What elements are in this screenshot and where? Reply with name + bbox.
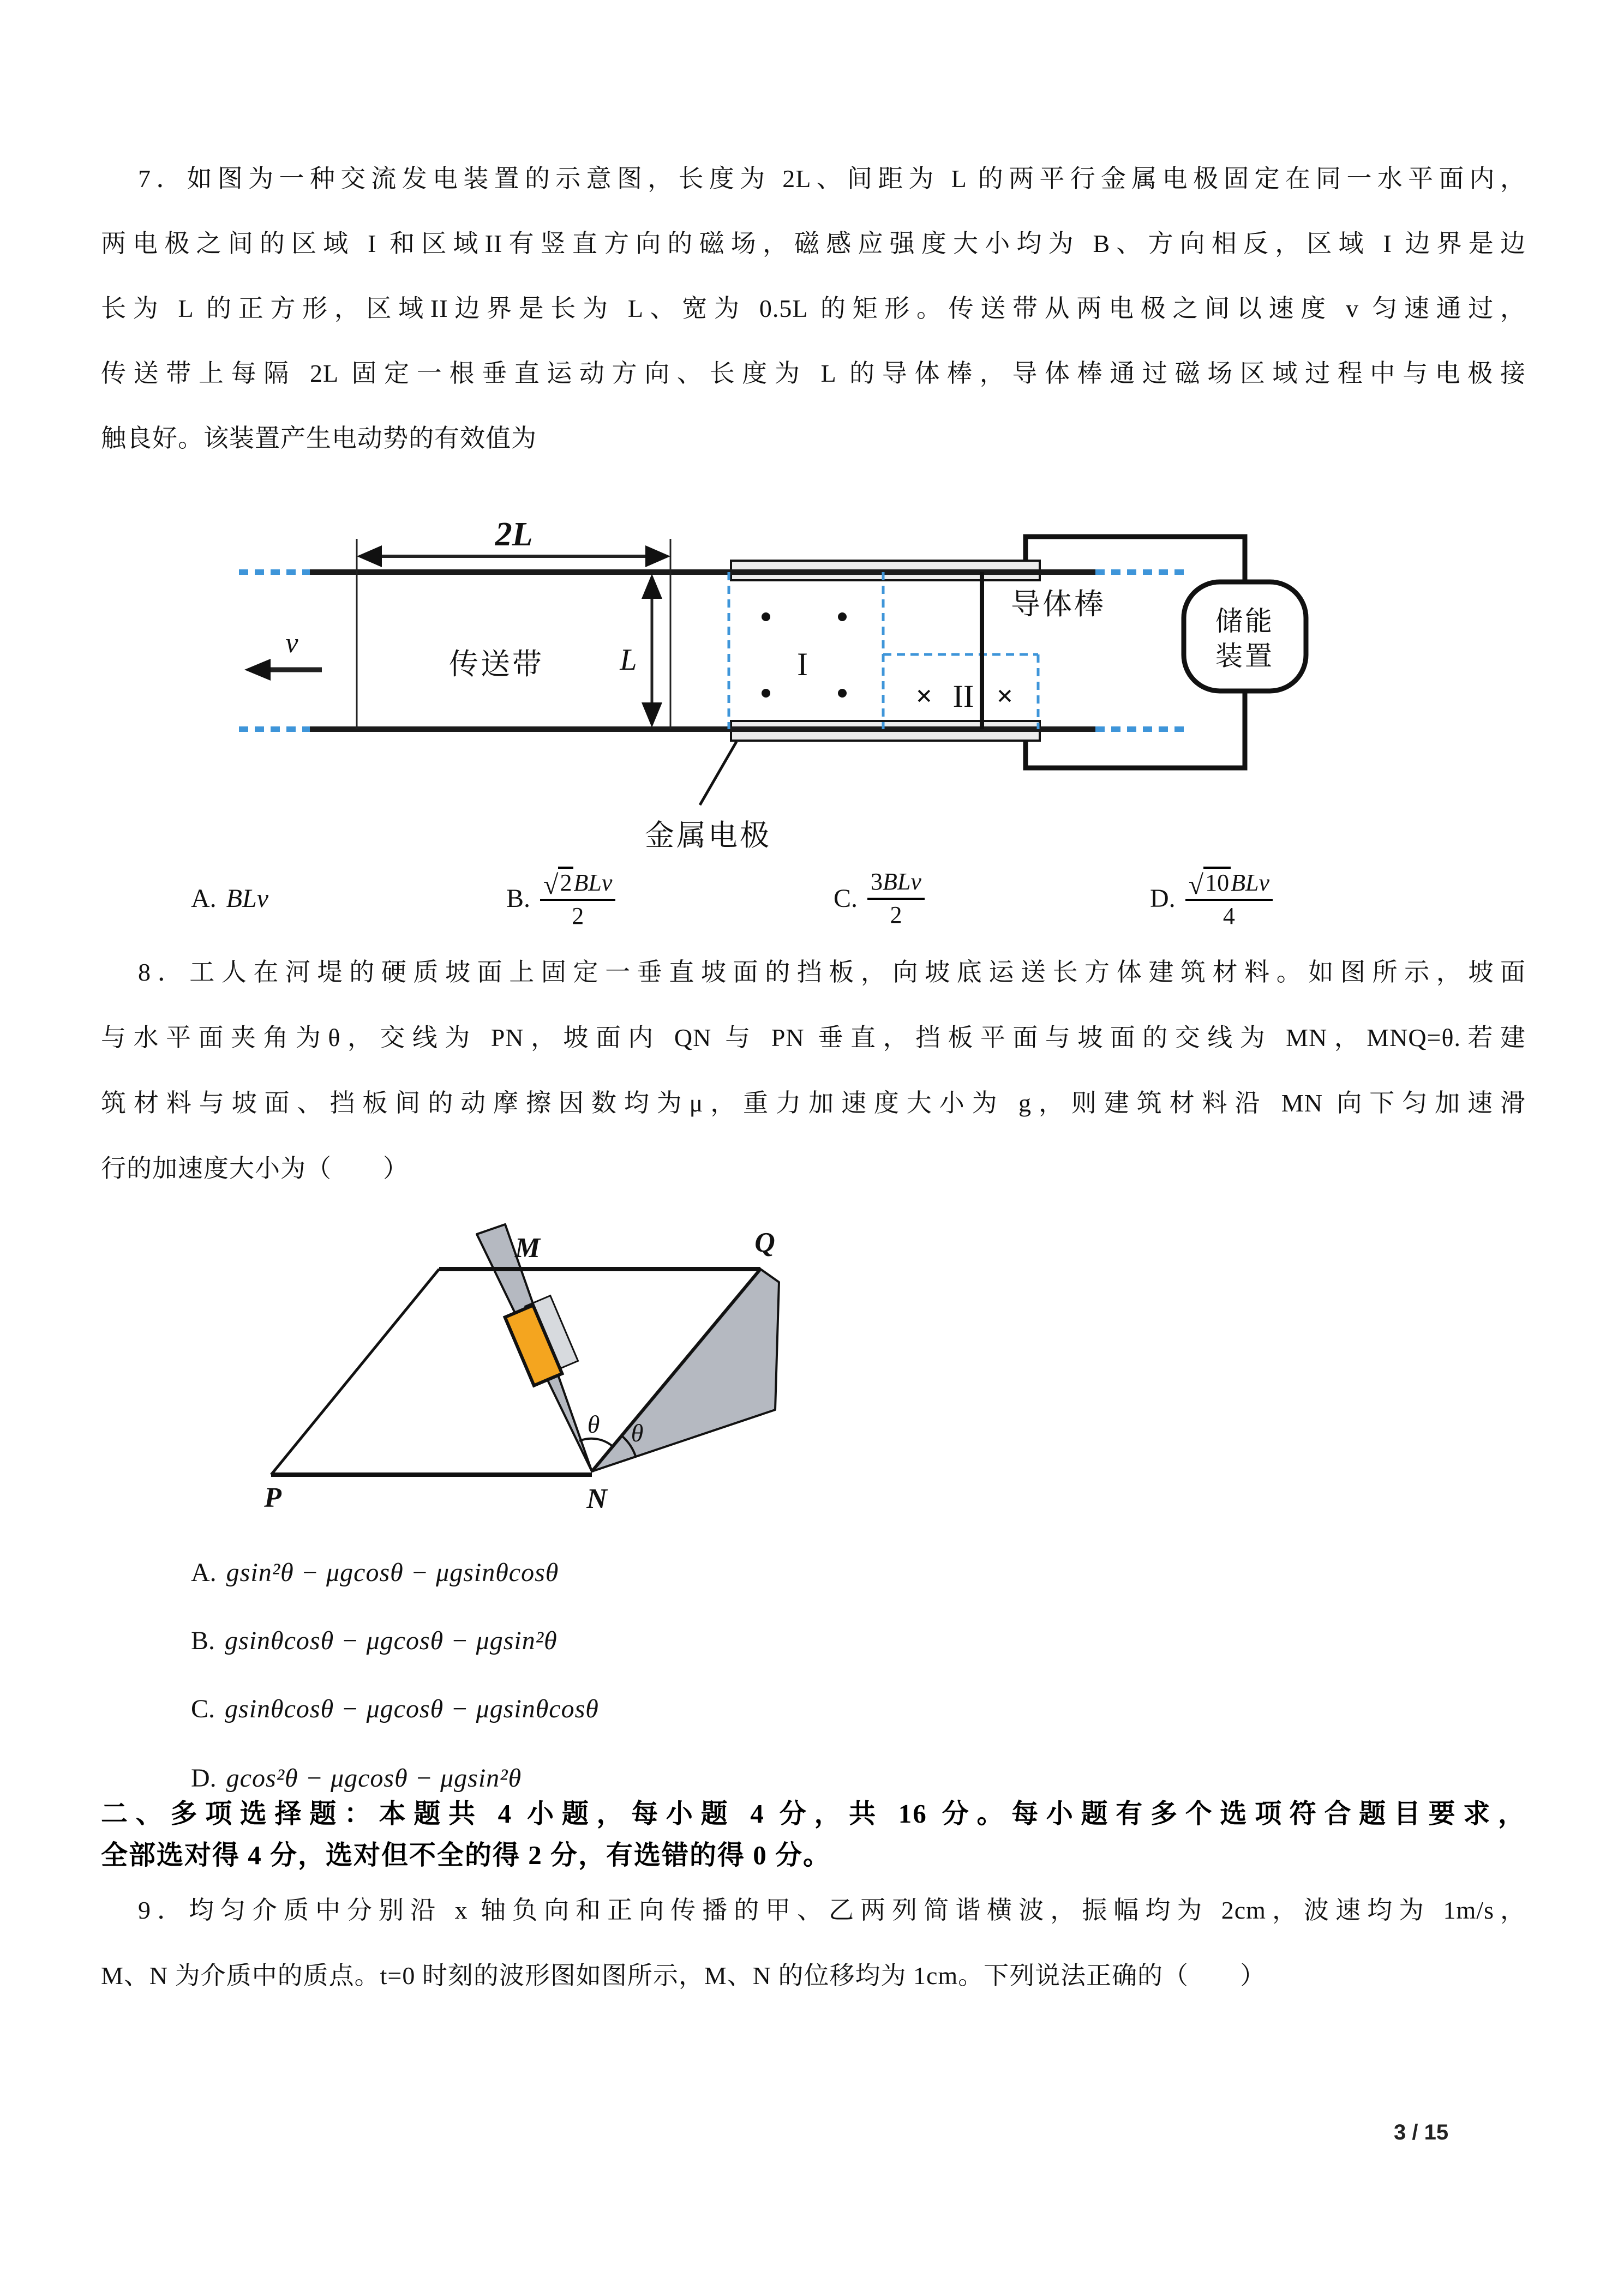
q7-generator-diagram bbox=[235, 506, 1326, 861]
sqrt-sign: √ bbox=[543, 869, 559, 900]
q7-option-d-label: D. bbox=[1150, 883, 1176, 913]
belt-edge-rails bbox=[310, 572, 1095, 729]
q7-option-a-value: BLv bbox=[226, 883, 268, 913]
storage-device-box bbox=[1184, 582, 1306, 691]
section-2-header-line-1: 二、多项选择题：本题共 4 小题，每小题 4 分，共 16 分。每小题有多个选项符合题目要求， bbox=[101, 1799, 1526, 1829]
label-Q: Q bbox=[754, 1227, 775, 1258]
label-N: N bbox=[586, 1483, 607, 1514]
denominator: 2 bbox=[867, 898, 925, 929]
metal-electrode-bars bbox=[731, 561, 1040, 741]
q8-option-c bbox=[191, 1690, 599, 1728]
question-7-line-2: 两电极之间的区域 I 和区域II有竖直方向的磁场，磁感应强度大小均为 B、方向相反，区域 I 边界是边 bbox=[101, 230, 1526, 257]
q8-option-d-formula: gcos²θ − μgcosθ − μgsin²θ bbox=[226, 1763, 522, 1793]
storage-device-label-2: 装置 bbox=[1215, 641, 1274, 671]
question-9-line-1: 9．均匀介质中分别沿 x 轴负向和正向传播的甲、乙两列简谐横波，振幅均为 2cm，波速均为 1m/s， bbox=[138, 1896, 1526, 1924]
label-theta-1: θ bbox=[587, 1410, 600, 1438]
q8-option-d-label: D. bbox=[191, 1763, 217, 1793]
vars: BLv bbox=[573, 869, 613, 896]
label-P: P bbox=[264, 1482, 281, 1513]
question-7-line-3: 长为 L 的正方形，区域II边界是长为 L、宽为 0.5L 的矩形。传送带从两电极之间以速度 v 匀速通过， bbox=[101, 294, 1526, 322]
q7-option-b-label: B. bbox=[506, 883, 531, 913]
velocity-arrow bbox=[244, 659, 322, 681]
question-7-line-4: 传送带上每隔 2L 固定一根垂直运动方向、长度为 L 的导体棒，导体棒通过磁场区域过程中与电极接 bbox=[101, 359, 1526, 387]
qn-shaded-region bbox=[592, 1269, 779, 1471]
dimension-2L bbox=[357, 539, 670, 729]
sqrt-arg: 2 bbox=[558, 867, 573, 897]
section-2-header-line-2: 全部选对得 4 分，选对但不全的得 2 分，有选错的得 0 分。 bbox=[101, 1840, 831, 1870]
page-number: 3 / 15 bbox=[1394, 2120, 1449, 2144]
electrode-label: 金属电极 bbox=[645, 819, 771, 852]
q7-option-a bbox=[191, 857, 268, 939]
q8-option-c-label: C. bbox=[191, 1694, 215, 1723]
question-9-line-2: M、N 为介质中的质点。t=0 时刻的波形图如图所示，M、N 的位移均为 1cm。下列说法正确的（ ） bbox=[101, 1962, 1266, 1990]
q8-option-a-label: A. bbox=[191, 1558, 217, 1587]
belt-label: 传送带 bbox=[449, 648, 544, 681]
label-M: M bbox=[514, 1233, 541, 1264]
question-8-line-3: 筑材料与坡面、挡板间的动摩擦因数均为μ，重力加速度大小为 g，则建筑材料沿 MN 向下匀加速滑 bbox=[101, 1089, 1526, 1117]
question-7-line-5: 触良好。该装置产生电动势的有效值为 bbox=[101, 424, 537, 452]
question-8-line-2: 与水平面夹角为θ，交线为 PN，坡面内 QN 与 PN 垂直，挡板平面与坡面的交线为 MN，MNQ=θ.若建 bbox=[101, 1024, 1526, 1051]
region1-label: I bbox=[797, 646, 808, 682]
vars: BLv bbox=[1231, 869, 1270, 896]
q7-option-c-label: C. bbox=[834, 883, 858, 913]
q7-option-b bbox=[506, 857, 615, 939]
velocity-label: v bbox=[285, 628, 298, 659]
question-8-line-1: 8．工人在河堤的硬质坡面上固定一垂直坡面的挡板，向坡底运送长方体建筑材料。如图所示，坡面 bbox=[138, 958, 1526, 986]
q7-option-d bbox=[1150, 857, 1273, 939]
field-region-boundaries bbox=[729, 572, 1038, 729]
region2-label: II bbox=[952, 678, 974, 714]
cross-right-icon: × bbox=[996, 680, 1014, 712]
q8-option-b-label: B. bbox=[191, 1626, 215, 1655]
q7-option-a-label: A. bbox=[191, 883, 217, 913]
dimension-L bbox=[642, 574, 662, 728]
q8-option-a-formula: gsin²θ − μgcosθ − μgsinθcosθ bbox=[226, 1558, 559, 1587]
storage-device-label-1: 储能 bbox=[1215, 606, 1274, 636]
label-theta-2: θ bbox=[631, 1419, 644, 1447]
vars: BLv bbox=[883, 868, 921, 895]
electrode-pointer-line bbox=[700, 742, 736, 805]
sqrt-arg: 10 bbox=[1203, 867, 1231, 897]
dimension-L-label: L bbox=[620, 643, 637, 677]
q7-option-c bbox=[834, 857, 925, 939]
q8-option-c-formula: gsinθcosθ − μgcosθ − μgsinθcosθ bbox=[225, 1694, 599, 1723]
dimension-2L-label: 2L bbox=[495, 516, 533, 553]
q7-option-c-fraction bbox=[867, 868, 925, 929]
q7-option-d-fraction bbox=[1185, 867, 1273, 930]
q8-slope-diagram bbox=[262, 1223, 802, 1534]
coef: 3 bbox=[871, 868, 883, 895]
q8-option-d bbox=[191, 1759, 522, 1797]
q7-option-b-fraction bbox=[540, 867, 615, 930]
sqrt-sign: √ bbox=[1188, 869, 1204, 900]
question-7-line-1: 7．如图为一种交流发电装置的示意图，长度为 2L、间距为 L 的两平行金属电极固定在同一水平面内， bbox=[138, 165, 1526, 193]
conductor-rod-label: 导体棒 bbox=[1011, 588, 1106, 621]
denominator: 4 bbox=[1185, 899, 1273, 930]
cross-left-icon: × bbox=[915, 680, 933, 712]
q8-option-a bbox=[191, 1553, 559, 1591]
question-8-line-4: 行的加速度大小为（ ） bbox=[101, 1155, 409, 1182]
denominator: 2 bbox=[540, 899, 615, 930]
q8-option-b bbox=[191, 1621, 558, 1660]
q8-option-b-formula: gsinθcosθ − μgcosθ − μgsin²θ bbox=[225, 1626, 558, 1655]
